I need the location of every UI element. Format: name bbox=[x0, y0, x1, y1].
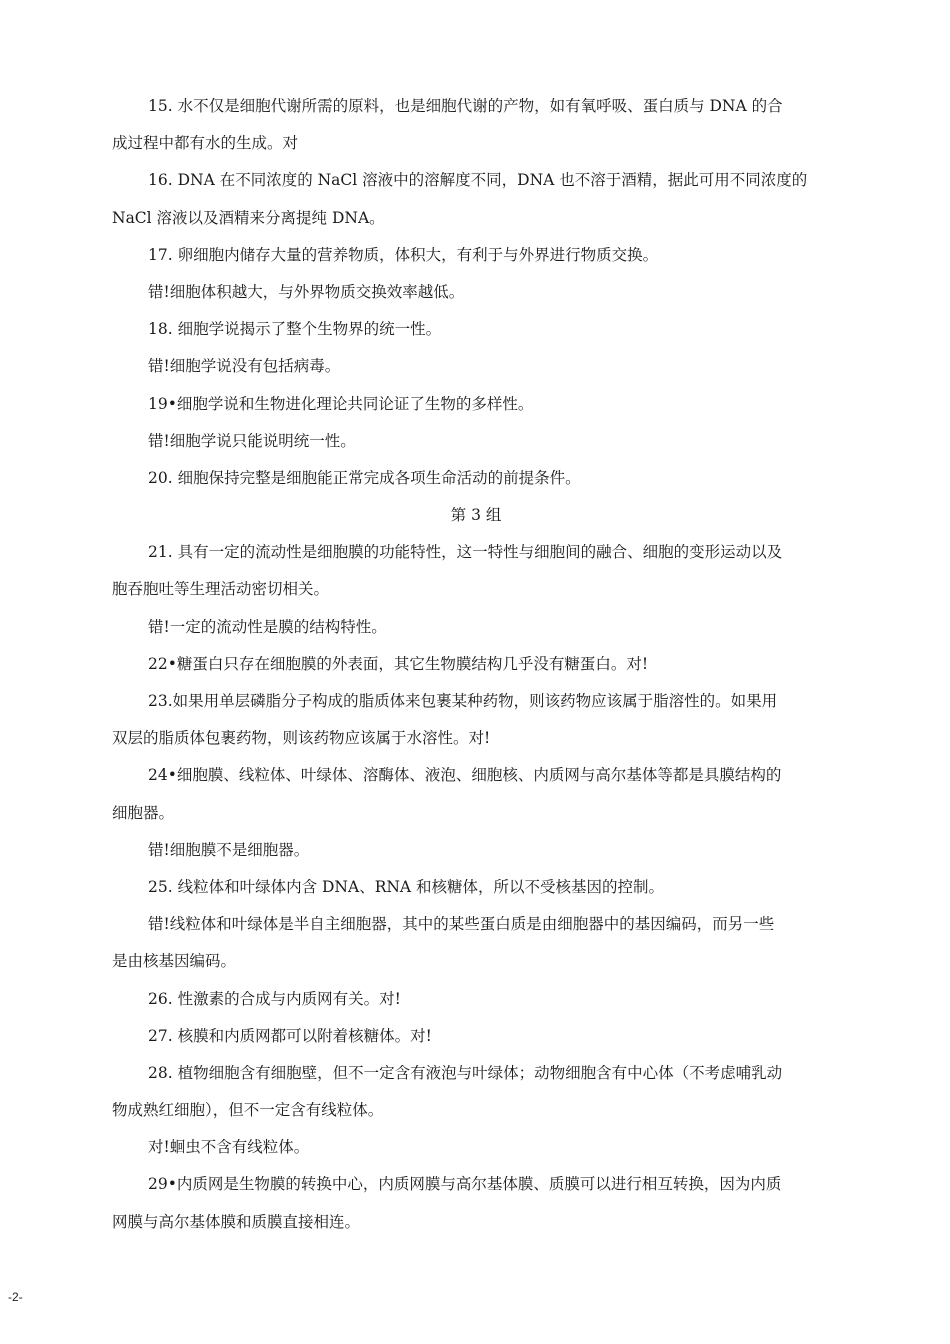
text-line: 网膜与高尔基体膜和质膜直接相连。 bbox=[112, 1212, 361, 1231]
text-line: 对!蛔虫不含有线粒体。 bbox=[148, 1138, 310, 1157]
text-line: 错!细胞膜不是细胞器。 bbox=[148, 840, 310, 859]
text-line: 错!细胞学说没有包括病毒。 bbox=[148, 357, 341, 376]
text-line: 21. 具有一定的流动性是细胞膜的功能特性，这一特性与细胞间的融合、细胞的变形运动以及 bbox=[148, 543, 783, 562]
text-line: 28. 植物细胞含有细胞壁，但不一定含有液泡与叶绿体；动物细胞含有中心体（不考虑哺乳动 bbox=[148, 1063, 783, 1082]
text-line: 错!细胞学说只能说明统一性。 bbox=[148, 431, 356, 450]
text-line: 18. 细胞学说揭示了整个生物界的统一性。 bbox=[148, 320, 442, 339]
text-line: 24•细胞膜、线粒体、叶绿体、溶酶体、液泡、细胞核、内质网与高尔基体等都是具膜结构的 bbox=[148, 766, 782, 785]
text-line: 15. 水不仅是细胞代谢所需的原料，也是细胞代谢的产物，如有氧呼吸、蛋白质与 DNA 的合 bbox=[148, 97, 783, 115]
text-line: 物成熟红细胞），但不一定含有线粒体。 bbox=[112, 1101, 384, 1120]
text-line: 26. 性激素的合成与内质网有关。对! bbox=[148, 989, 401, 1008]
text-line: 细胞器。 bbox=[112, 803, 175, 822]
text-line: 双层的脂质体包裹药物，则该药物应该属于水溶性。对! bbox=[112, 729, 491, 748]
page-number: -2- bbox=[8, 1290, 23, 1304]
text-line: 22•糖蛋白只存在细胞膜的外表面，其它生物膜结构几乎没有糖蛋白。对! bbox=[148, 654, 649, 673]
text-line: 错!细胞体积越大，与外界物质交换效率越低。 bbox=[148, 282, 465, 301]
text-line: 19•细胞学说和生物进化理论共同论证了生物的多样性。 bbox=[148, 394, 534, 413]
text-line: 25. 线粒体和叶绿体内含 DNA、RNA 和核糖体，所以不受核基因的控制。 bbox=[148, 877, 665, 896]
document-page bbox=[112, 88, 840, 1241]
text-line: 是由核基因编码。 bbox=[112, 952, 237, 971]
text-line: 错!线粒体和叶绿体是半自主细胞器，其中的某些蛋白质是由细胞器中的基因编码，而另一些 bbox=[148, 915, 775, 934]
text-line: NaCl 溶液以及酒精来分离提纯 DNA。 bbox=[112, 208, 385, 227]
text-line: 23.如果用单层磷脂分子构成的脂质体来包裹某种药物，则该药物应该属于脂溶性的。如果用 bbox=[148, 692, 778, 710]
text-line: 20. 细胞保持完整是细胞能正常完成各项生命活动的前提条件。 bbox=[148, 468, 581, 487]
text-line: 17. 卵细胞内储存大量的营养物质，体积大，有利于与外界进行物质交换。 bbox=[148, 245, 659, 264]
text-line: 16. DNA 在不同浓度的 NaCl 溶液中的溶解度不同，DNA 也不溶于酒精，据此可用不同浓度的 bbox=[148, 171, 808, 190]
text-line: 胞吞胞吐等生理活动密切相关。 bbox=[112, 580, 330, 599]
text-line: 29•内质网是生物膜的转换中心，内质网膜与高尔基体膜、质膜可以进行相互转换，因为内质 bbox=[148, 1175, 782, 1194]
text-line: 27. 核膜和内质网都可以附着核糖体。对! bbox=[148, 1026, 432, 1045]
section-heading: 第 3 组 bbox=[450, 506, 502, 525]
text-line: 成过程中都有水的生成。对 bbox=[112, 134, 299, 153]
text-line: 错!一定的流动性是膜的结构特性。 bbox=[148, 617, 387, 636]
